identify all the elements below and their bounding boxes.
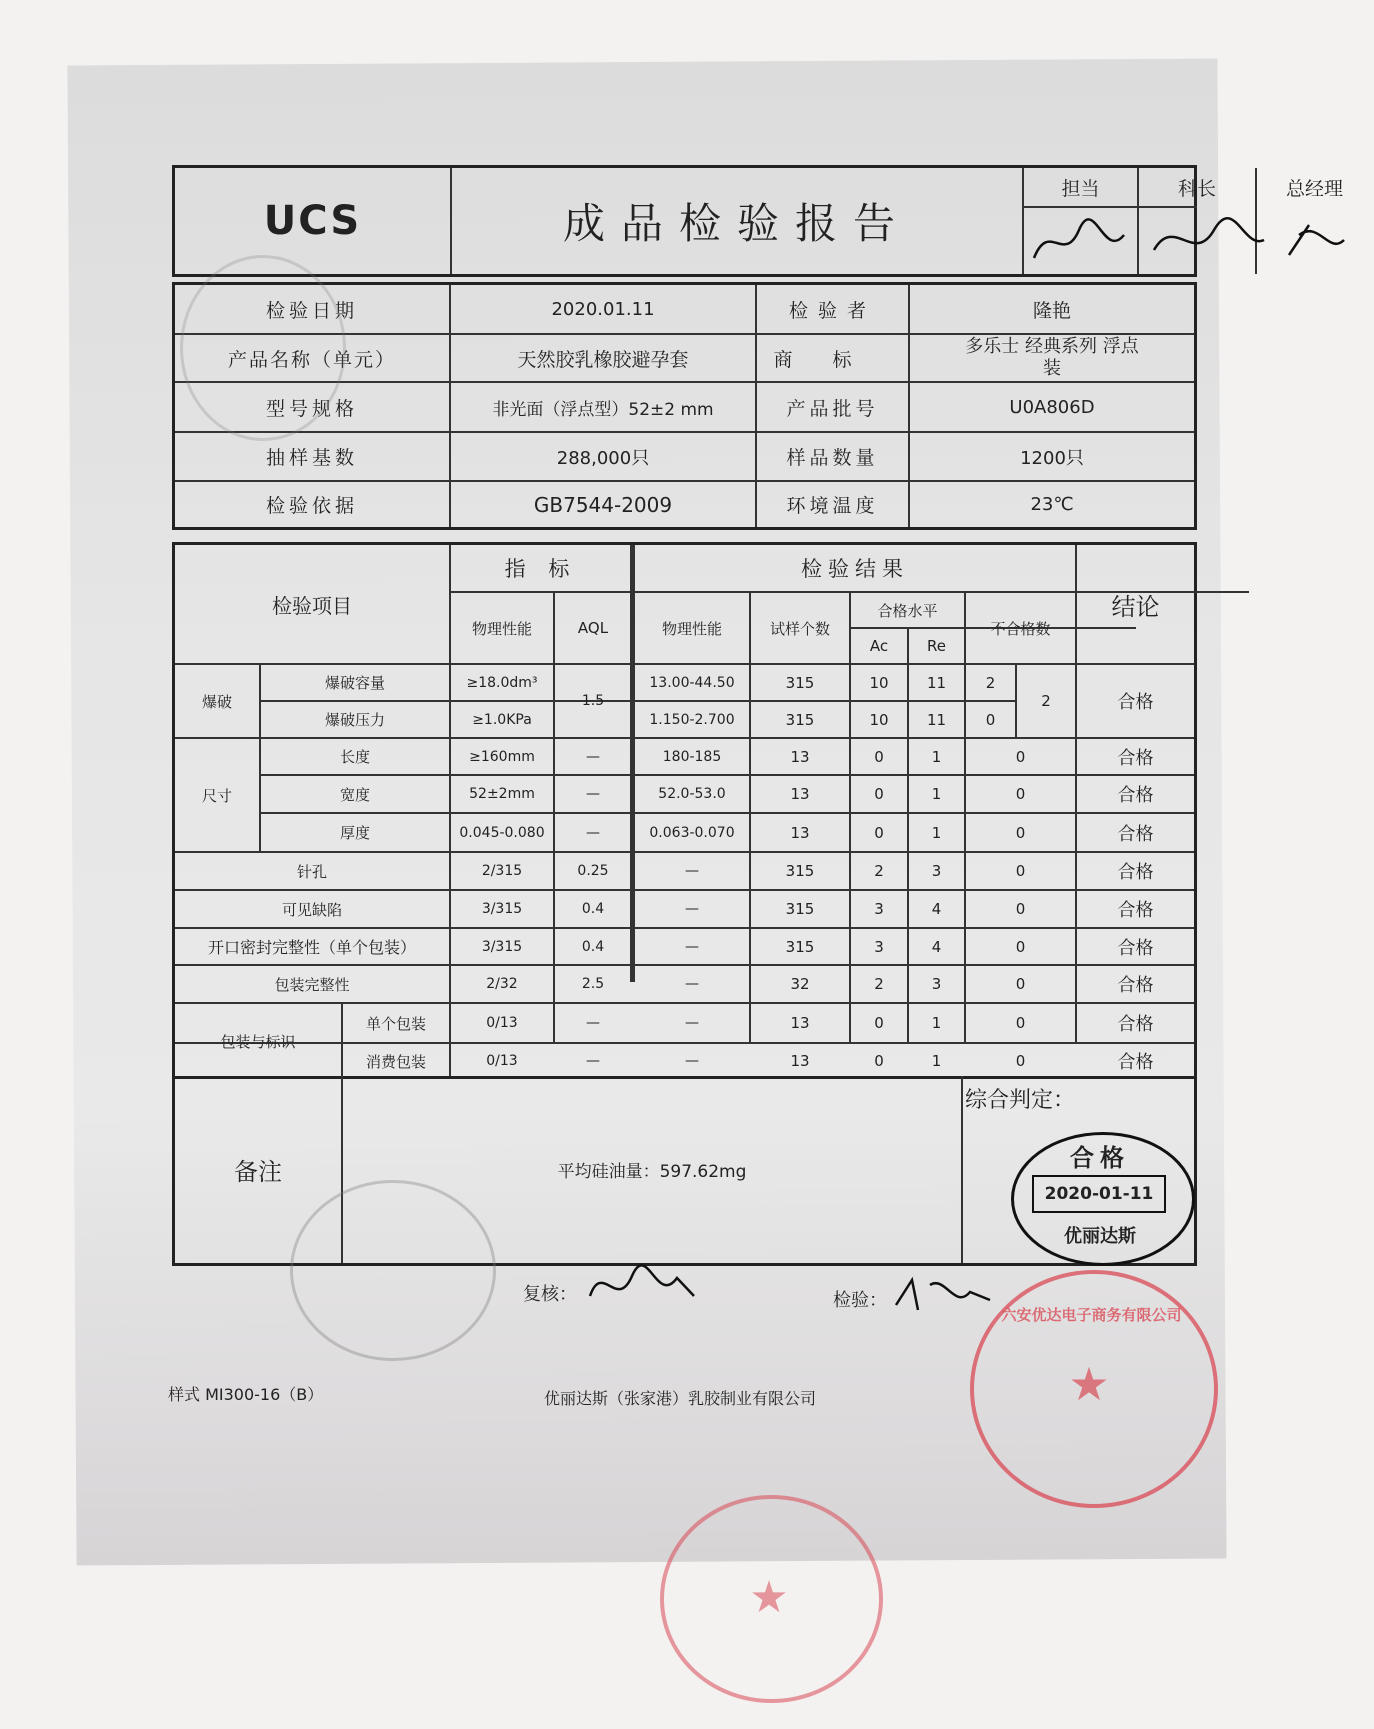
row-result: 52.0-53.0 <box>658 786 726 802</box>
row-phys: ≥160mm <box>469 748 535 765</box>
judgement-label: 综合判定： <box>965 1087 1076 1113</box>
row-ac: 10 <box>869 710 889 729</box>
row-re: 1 <box>931 747 942 766</box>
pass-stamp-top: 合格 <box>1070 1143 1130 1172</box>
info-value: 1200只 <box>1020 447 1084 469</box>
row-phys: 0/13 <box>486 1015 518 1031</box>
pass-stamp-date: 2020-01-11 <box>1032 1175 1166 1213</box>
row-conclusion: 合格 <box>1117 692 1154 713</box>
info-label: 检验依据 <box>265 495 358 517</box>
row-item: 开口密封完整性（单个包装） <box>207 938 416 957</box>
review-label: 复核： <box>523 1284 577 1305</box>
row-re: 3 <box>931 975 942 993</box>
row-aql: 2.5 <box>581 976 605 992</box>
report-header <box>172 165 1343 277</box>
row-ac: 2 <box>874 975 884 993</box>
header-phys2: 物理性能 <box>661 619 722 638</box>
group-size: 尺寸 <box>201 786 232 805</box>
row-defects: 0 <box>1015 862 1026 880</box>
row-result: 1.150-2.700 <box>649 711 735 728</box>
info-value: 2020.01.11 <box>551 298 655 320</box>
row-item: 爆破容量 <box>324 674 385 692</box>
info-label: 型号规格 <box>265 397 358 420</box>
row-phys: 3/315 <box>481 938 523 955</box>
row-phys: 0/13 <box>486 1053 518 1069</box>
row-conclusion: 合格 <box>1117 785 1154 806</box>
report-title: 成品检验报告 <box>562 199 911 248</box>
row-phys: ≥1.0KPa <box>472 711 532 728</box>
info-value: U0A806D <box>1009 396 1095 418</box>
row-re: 1 <box>931 1052 942 1070</box>
info-value: 非光面（浮点型）52±2 mm <box>492 399 714 420</box>
row-samples: 13 <box>790 823 810 842</box>
header-defects: 不合格数 <box>990 619 1051 638</box>
star-icon: ★ <box>1068 1357 1110 1411</box>
approval-label: 担当 <box>1061 177 1100 200</box>
header-re: Re <box>927 637 946 655</box>
info-label: 样品数量 <box>786 447 879 469</box>
row-defects: 0 <box>1015 975 1026 993</box>
row-ac: 3 <box>874 900 884 918</box>
row-conclusion: 合格 <box>1117 1052 1154 1073</box>
header-aql: AQL <box>577 619 609 637</box>
approval-label: 总经理 <box>1285 177 1343 200</box>
row-aql: — <box>586 786 600 802</box>
row-phys: 2/315 <box>481 863 523 879</box>
row-aql: 1.5 <box>581 693 605 709</box>
row-samples: 315 <box>785 710 815 729</box>
row-defects: 0 <box>1015 1052 1026 1070</box>
group-burst: 爆破 <box>201 692 232 711</box>
info-label: 抽样基数 <box>265 447 358 469</box>
row-defects: 0 <box>1015 785 1026 803</box>
row-phys: ≥18.0dm³ <box>466 674 538 691</box>
row-item: 包装完整性 <box>274 975 350 994</box>
faded-stamp <box>180 255 346 441</box>
row-ac: 10 <box>869 673 889 692</box>
row-samples: 13 <box>790 747 810 766</box>
row-result: — <box>685 1015 699 1031</box>
row-conclusion: 合格 <box>1117 937 1154 959</box>
pass-stamp-bottom: 优丽达斯 <box>1064 1226 1136 1247</box>
row-re: 1 <box>931 785 942 803</box>
row-samples: 315 <box>785 900 815 918</box>
row-aql: — <box>586 748 600 765</box>
header-item: 检验项目 <box>272 593 352 618</box>
row-defects: 0 <box>985 710 996 729</box>
row-ac: 3 <box>874 937 884 956</box>
row-defects: 0 <box>1015 1014 1026 1032</box>
row-re: 3 <box>931 862 942 880</box>
row-ac: 0 <box>874 823 884 842</box>
row-samples: 315 <box>785 862 815 880</box>
info-value: 288,000只 <box>556 447 650 469</box>
row-item: 厚度 <box>339 824 370 842</box>
row-defects: 0 <box>1015 937 1026 956</box>
row-phys: 0.045-0.080 <box>459 824 545 841</box>
row-re: 4 <box>931 900 942 918</box>
group-pack: 包装与标识 <box>220 1032 296 1051</box>
header-ac: Ac <box>869 637 889 655</box>
company-logo: UCS <box>263 198 362 244</box>
company-name: 优丽达斯（张家港）乳胶制业有限公司 <box>543 1388 816 1408</box>
row-ac: 2 <box>874 862 884 880</box>
remarks-text: 平均硅油量：597.62mg <box>557 1162 747 1182</box>
row-conclusion: 合格 <box>1117 975 1154 996</box>
red-company-stamp <box>970 1270 1218 1508</box>
row-conclusion: 合格 <box>1117 823 1154 845</box>
row-defects: 2 <box>985 673 996 692</box>
info-value: GB7544-2009 <box>533 492 673 517</box>
row-result: 13.00-44.50 <box>649 674 735 691</box>
red-stamp-text: 六安优达电子商务有限公司 <box>1001 1305 1182 1324</box>
info-label: 产品批号 <box>786 397 879 420</box>
row-item: 长度 <box>339 748 370 766</box>
row-item: 宽度 <box>339 785 370 804</box>
info-value: 天然胶乳橡胶避孕套 <box>517 348 689 371</box>
info-label: 环境温度 <box>786 495 879 517</box>
approval-signatures <box>1024 210 1374 272</box>
row-phys: 2/32 <box>486 976 518 992</box>
results-table <box>172 542 1197 1079</box>
header-conclusion: 结论 <box>1111 592 1160 621</box>
red-company-stamp-2 <box>660 1495 883 1703</box>
row-re: 11 <box>926 673 947 692</box>
row-defects: 0 <box>1015 823 1026 842</box>
row-conclusion: 合格 <box>1117 1014 1154 1035</box>
row-result: — <box>685 863 699 879</box>
star-icon: ★ <box>749 1571 789 1623</box>
faded-stamp <box>290 1180 496 1361</box>
row-ac: 0 <box>874 785 884 803</box>
row-conclusion: 合格 <box>1117 900 1154 921</box>
row-result: — <box>685 1053 699 1069</box>
row-samples: 315 <box>785 673 815 692</box>
row-phys: 3/315 <box>481 901 523 917</box>
header-phys: 物理性能 <box>471 619 532 638</box>
row-re: 1 <box>931 823 942 842</box>
row-conclusion: 合格 <box>1117 747 1154 769</box>
inspect-signature <box>890 1270 1000 1325</box>
row-item: 可见缺陷 <box>281 900 342 919</box>
row-samples: 13 <box>790 1014 810 1032</box>
row-ac: 0 <box>874 1052 884 1070</box>
row-item: 爆破压力 <box>324 711 385 729</box>
row-re: 1 <box>931 1014 942 1032</box>
row-aql: — <box>586 1053 600 1069</box>
info-value: 23℃ <box>1030 494 1074 515</box>
row-samples: 13 <box>790 1052 810 1070</box>
row-aql: 0.25 <box>577 863 609 879</box>
row-result: 0.063-0.070 <box>649 824 735 841</box>
row-item: 针孔 <box>296 862 327 881</box>
row-defects-total: 2 <box>1041 692 1051 710</box>
row-ac: 0 <box>874 1014 884 1032</box>
row-result: 180-185 <box>662 748 722 765</box>
row-result: — <box>685 901 699 917</box>
row-result: — <box>685 976 699 992</box>
row-samples: 32 <box>790 975 810 993</box>
row-phys: 52±2mm <box>469 786 535 802</box>
row-aql: 0.4 <box>581 938 605 955</box>
row-aql: — <box>586 1015 600 1031</box>
row-aql: 0.4 <box>581 901 605 917</box>
row-samples: 315 <box>785 937 815 956</box>
row-item: 单个包装 <box>365 1014 426 1033</box>
info-label: 检验者 <box>788 299 876 322</box>
row-item: 消费包装 <box>365 1052 426 1071</box>
row-re: 11 <box>926 710 947 729</box>
info-label: 产品名称（单元） <box>227 348 396 371</box>
info-value: 隆艳 <box>1032 299 1071 322</box>
row-re: 4 <box>931 937 942 956</box>
header-samples: 试样个数 <box>769 619 830 638</box>
row-defects: 0 <box>1015 747 1026 766</box>
row-samples: 13 <box>790 785 810 803</box>
approval-label: 科长 <box>1177 177 1216 200</box>
row-result: — <box>685 938 699 955</box>
remarks-label: 备注 <box>234 1158 282 1186</box>
row-aql: — <box>586 824 600 841</box>
info-label: 商标 <box>773 348 892 371</box>
info-value: 多乐士 经典系列 浮点装 <box>965 336 1139 379</box>
row-defects: 0 <box>1015 900 1026 918</box>
header-index: 指 标 <box>504 557 578 581</box>
info-label: 检验日期 <box>265 299 358 322</box>
row-conclusion: 合格 <box>1117 862 1154 883</box>
inspect-label: 检验： <box>833 1290 887 1311</box>
header-qual-level: 合格水平 <box>877 601 938 620</box>
review-signature <box>582 1256 702 1316</box>
header-result: 检验结果 <box>801 557 909 581</box>
form-code: 样式 MI300-16（B） <box>168 1384 324 1404</box>
pass-stamp <box>1011 1132 1195 1266</box>
row-ac: 0 <box>874 747 884 766</box>
